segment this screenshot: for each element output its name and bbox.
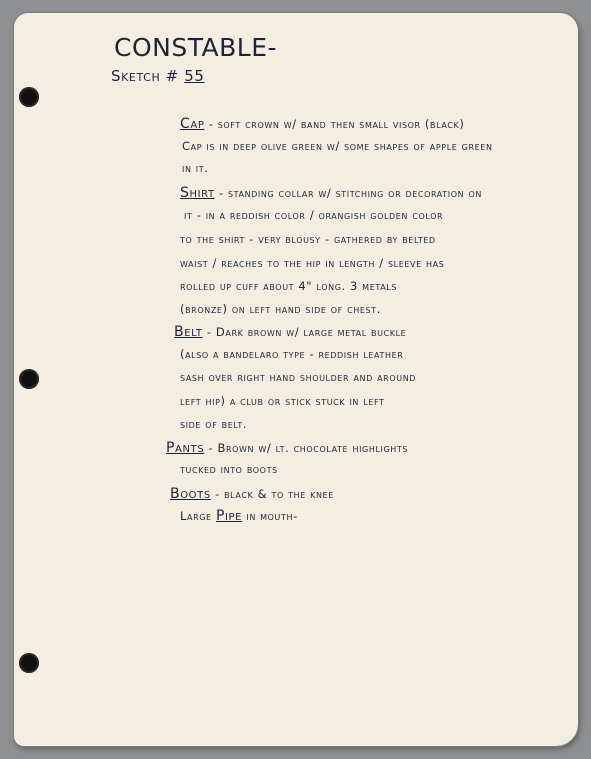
sketch-number: Sketch # 55 (111, 67, 205, 85)
note-line (180, 462, 278, 476)
note-line (166, 440, 408, 456)
note-text: (also a bandelaro type - reddish leather (180, 347, 404, 361)
note-text: waist / reaches to the hip in length / sleeve has (180, 256, 445, 270)
note-text: - Brown w/ lt. chocolate highlights (208, 441, 409, 455)
note-text: left hip) a club or stick stuck in left (180, 394, 385, 408)
note-line (182, 161, 209, 175)
note-text: (bronze) on left hand side of chest. (180, 302, 381, 316)
note-text: - black & to the knee (215, 487, 334, 501)
note-text: - standing collar w/ stitching or decoration on (218, 186, 482, 200)
note-text: in mouth- (246, 509, 298, 523)
note-text: - Dark brown w/ large metal buckle (206, 325, 407, 339)
note-text: side of belt. (180, 417, 248, 431)
section-label: Belt (174, 324, 203, 340)
note-line (180, 185, 482, 201)
note-text: sash over right hand shoulder and around (180, 370, 417, 384)
note-text: it - in a reddish color / orangish golden color (184, 208, 444, 222)
note-line (180, 232, 436, 246)
note-text: to the shirt - very blousy - gathered by belted (180, 232, 436, 246)
note-line (180, 508, 298, 524)
note-line (180, 279, 397, 293)
note-text: in it. (182, 161, 209, 175)
section-label: Pipe (215, 508, 243, 524)
note-text: Large (180, 509, 216, 523)
note-line (182, 139, 493, 153)
note-line (180, 394, 385, 408)
note-line (170, 486, 334, 502)
note-text: - soft crown w/ band then small visor (black) (208, 117, 465, 131)
note-line (180, 302, 381, 316)
section-label: Boots (170, 486, 211, 502)
note-line (184, 208, 443, 222)
section-label: Shirt (180, 185, 215, 201)
binder-hole (19, 87, 39, 107)
note-line (180, 370, 416, 384)
page-title: CONSTABLE- (114, 33, 278, 62)
note-text: Cap is in deep olive green w/ some shapes of apple green (182, 139, 493, 153)
binder-hole (19, 653, 39, 673)
note-line (180, 417, 247, 431)
note-line (180, 347, 403, 361)
note-line (174, 324, 406, 340)
section-label: Cap (180, 116, 205, 132)
binder-hole (19, 369, 39, 389)
note-text: tucked into boots (180, 462, 278, 476)
note-text: rolled up cuff about 4" long. 3 metals (180, 279, 398, 293)
section-label: Pants (166, 440, 205, 456)
note-line (180, 116, 464, 132)
note-line (180, 256, 444, 270)
